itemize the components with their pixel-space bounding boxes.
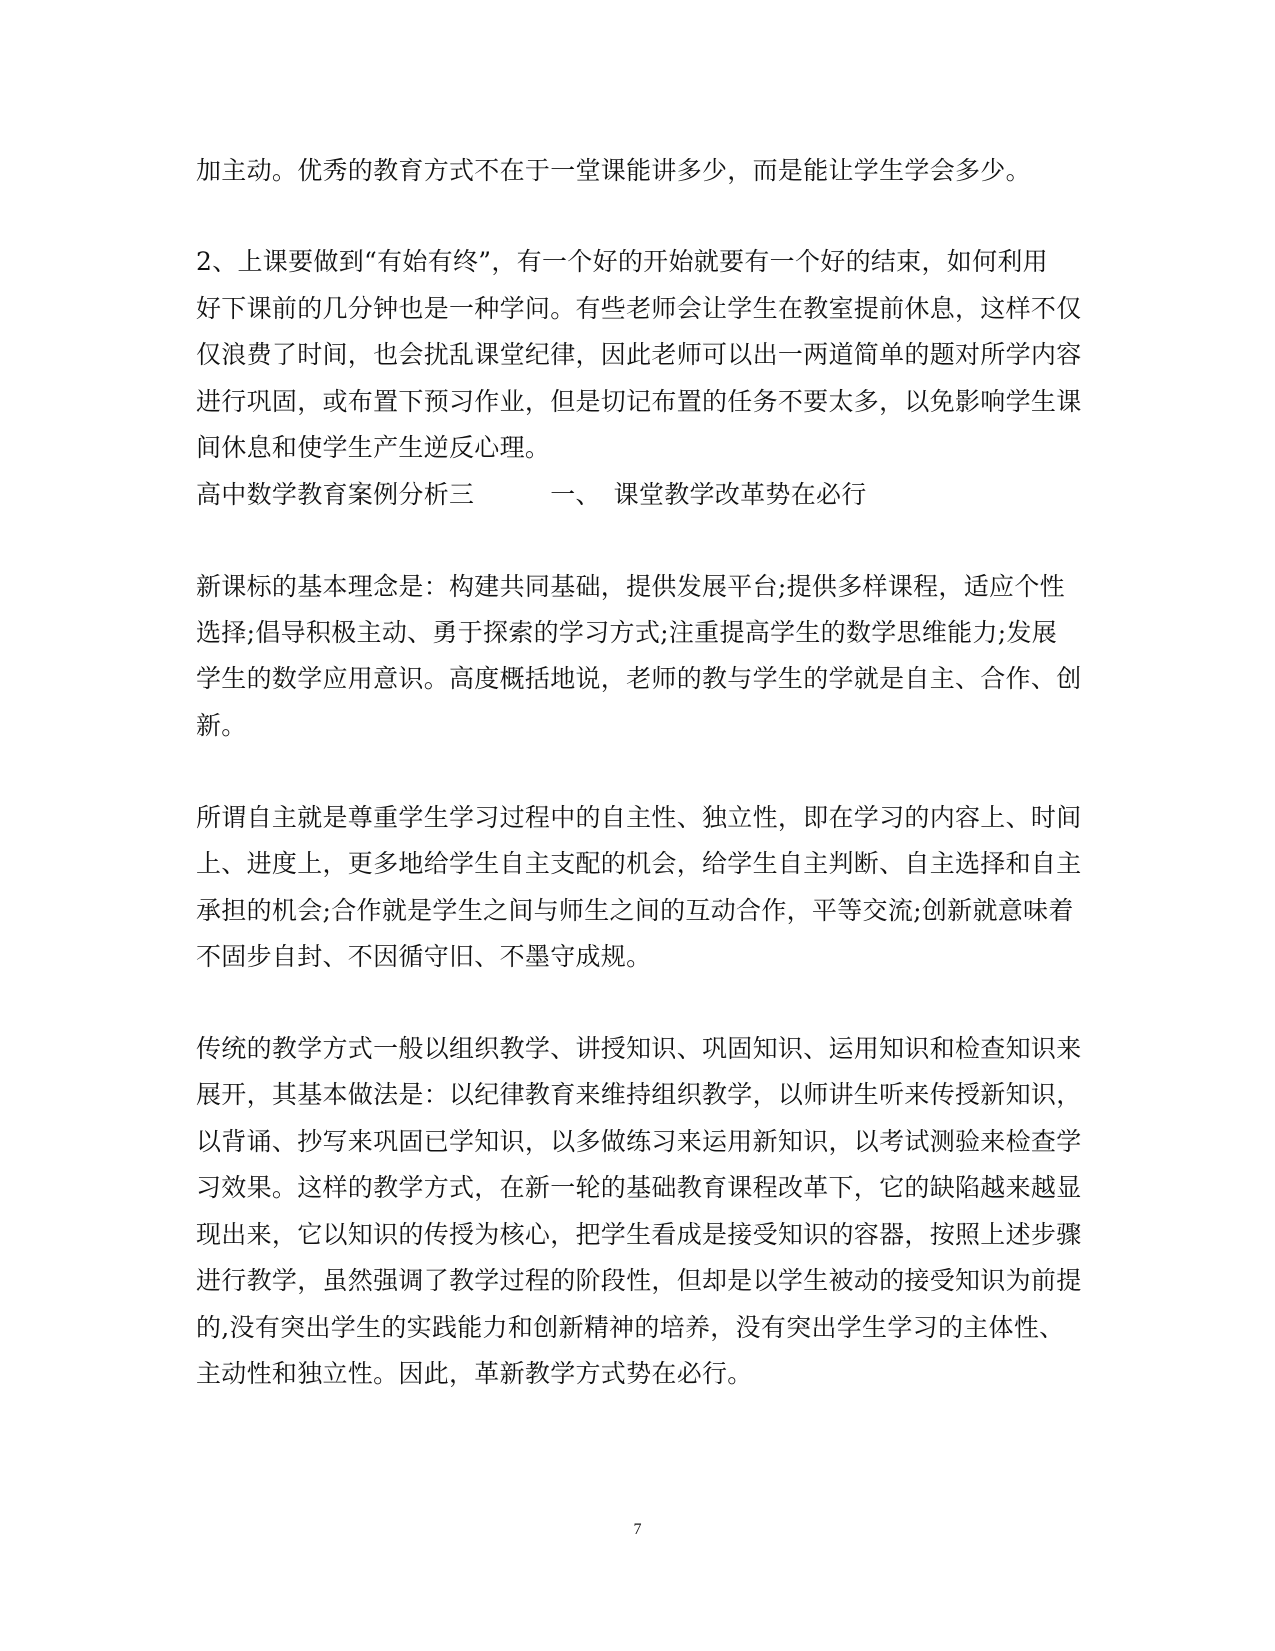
section-heading: 高中数学教育案例分析三 一、 课堂教学改革势在必行: [196, 480, 867, 509]
page-number: 7: [633, 1521, 642, 1538]
text-line: 进行巩固，或布置下预习作业，但是切记布置的任务不要太多，以免影响学生课: [196, 387, 1082, 416]
text-line: 2、上课要做到“有始有终”，有一个好的开始就要有一个好的结束，如何利用: [196, 247, 1048, 276]
text-line: 选择;倡导积极主动、勇于探索的学习方式;注重提高学生的数学思维能力;发展: [196, 618, 1058, 647]
text-line: 仅浪费了时间，也会扰乱课堂纪律，因此老师可以出一两道简单的题对所学内容: [196, 340, 1082, 369]
text-line: 展开，其基本做法是：以纪律教育来维持组织教学，以师讲生听来传授新知识，: [196, 1080, 1082, 1109]
text-line: 的,没有突出学生的实践能力和创新精神的培养，没有突出学生学习的主体性、: [196, 1313, 1065, 1342]
text-line: 新。: [196, 711, 247, 740]
text-line: 不固步自封、不因循守旧、不墨守成规。: [196, 942, 652, 971]
text-line: 以背诵、抄写来巩固已学知识，以多做练习来运用新知识，以考试测验来检查学: [196, 1127, 1082, 1156]
text-line: 承担的机会;合作就是学生之间与师生之间的互动合作，平等交流;创新就意味着: [196, 896, 1074, 925]
text-line: 现出来，它以知识的传授为核心，把学生看成是接受知识的容器，按照上述步骤: [196, 1220, 1082, 1249]
text-line: 进行教学，虽然强调了教学过程的阶段性，但却是以学生被动的接受知识为前提: [196, 1266, 1082, 1295]
text-line: 所谓自主就是尊重学生学习过程中的自主性、独立性，即在学习的内容上、时间: [196, 803, 1082, 832]
text-line: 主动性和独立性。因此，革新教学方式势在必行。: [196, 1359, 753, 1388]
text-line: 上、进度上，更多地给学生自主支配的机会，给学生自主判断、自主选择和自主: [196, 849, 1082, 878]
text-line: 好下课前的几分钟也是一种学问。有些老师会让学生在教室提前休息，这样不仅: [196, 294, 1082, 323]
text-line: 学生的数学应用意识。高度概括地说，老师的教与学生的学就是自主、合作、创: [196, 664, 1082, 693]
text-line: 传统的教学方式一般以组织教学、讲授知识、巩固知识、运用知识和检查知识来: [196, 1034, 1082, 1063]
text-line: 加主动。优秀的教育方式不在于一堂课能讲多少，而是能让学生学会多少。: [196, 156, 1031, 185]
text-line: 新课标的基本理念是：构建共同基础，提供发展平台;提供多样课程，适应个性: [196, 572, 1065, 601]
text-line: 间休息和使学生产生逆反心理。: [196, 433, 551, 462]
text-line: 习效果。这样的教学方式，在新一轮的基础教育课程改革下，它的缺陷越来越显: [196, 1173, 1082, 1202]
